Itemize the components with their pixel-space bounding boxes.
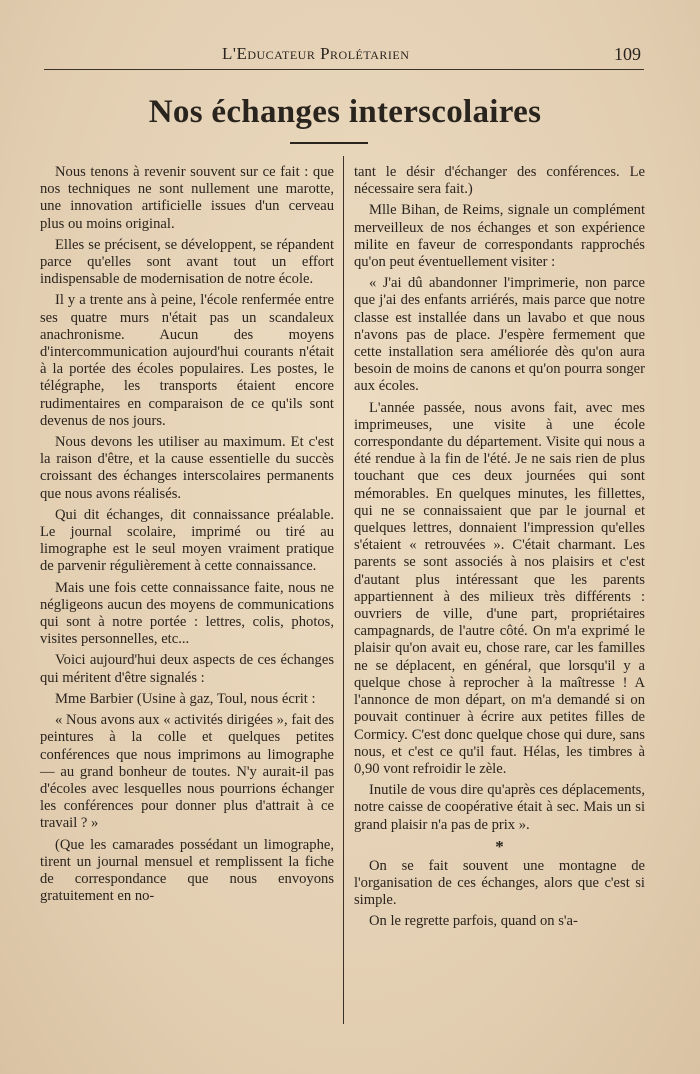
paragraph: Mlle Bihan, de Reims, signale un complément merveilleux de nos échanges et son expérience milite en faveur de correspondants rapprochés qu'on peut éventuellement visiter : — [354, 202, 645, 271]
left-column — [40, 164, 334, 909]
article-title: Nos échanges interscolaires — [148, 94, 542, 130]
right-column — [354, 164, 645, 935]
paragraph: Nous devons les utiliser au maximum. Et c'est la raison d'être, et la cause essentielle du succès croissant des échanges interscolaires permanents que nous avons réalisés. — [40, 434, 334, 502]
paragraph: Qui dit échanges, dit connaissance préalable. Le journal scolaire, imprimé ou tiré au limographe est le seul moyen vraiment pratique de parvenir régulièrement à cette connaissance. — [40, 506, 334, 575]
page-number: 109 — [614, 44, 641, 64]
paragraph-continuation: tant le désir d'échanger des conférences. Le nécessaire sera fait.) — [354, 164, 645, 198]
title-underline — [290, 142, 368, 144]
paragraph: (Que les camarades possédant un limographe, tirent un journal mensuel et remplissent la fiche de correspondance que nous envoyons gratuitement en no- — [40, 836, 334, 905]
column-divider — [343, 156, 344, 1024]
paragraph: Mais une fois cette connaissance faite, nous ne négligeons aucun des moyens de communications qui sont à notre portée : lettres, colis, photos, visites personnelles, etc... — [40, 579, 334, 648]
running-header — [0, 44, 700, 68]
quote-paragraph: « Nous avons aux « activités dirigées », fait des peintures à la colle et quelques petites conférences que nous imprimons au limographe — au grand bonheur de toutes. N'y aurait-il pas d'écoles avec lesquelles nous pourrions échanger les conférences pour donner plus d'attrait à ce travail ? » — [40, 712, 334, 832]
journal-title: L'Educateur Prolétarien — [222, 44, 410, 63]
paragraph: Elles se précisent, se développent, se répandent parce qu'elles sont avant tout un effort indispensable de modernisation de notre école. — [40, 236, 334, 288]
paragraph: Il y a trente ans à peine, l'école renfermée entre ses quatre murs n'était pas un scandaleux anachronisme. Aucun des moyens d'intercommunication aujourd'hui courants n'était à la portée des écoles populaires. Les postes, le télégraphe, les transports étaient encore rudimentaires en comparaison de ce qu'ils sont devenus de nos jours. — [40, 292, 334, 429]
paragraph: Voici aujourd'hui deux aspects de ces échanges qui méritent d'être signalés : — [40, 652, 334, 686]
quote-paragraph: L'année passée, nous avons fait, avec mes imprimeuses, une visite à une école correspondante du département. Visite qui nous a été rendue à la fin de l'été. Je ne sais rien de plus touchant que ces deux journées qui sont mémorables. En quelques minutes, les fillettes, qui ne se connaissaient que par le journal et quelques lettres, donnaient l'impression qu'elles s'étaient « retrouvées ». C'était charmant. Les parents se sont associés à nos plaisirs et c'est d'autant plus intéressant que les parents appartiennent à des milieux très différents : ouvriers de ville, d'une part, propriétaires campagnards, de l'autre côté. On m'a exprimé le plaisir qu'on avait eu, chose rare, car les familles ne se déplacent, en général, que lorsqu'il y a quelque chose à reprocher à la maîtresse ! A l'annonce de mon départ, on m'a demandé si on pouvait continuer à écrire aux petites filles de Cormicy. C'est donc quelque chose qui dure, sans nous, et c'est ce qu'il faut. Hélas, les timbres à 0,90 vont refroidir le zèle. — [354, 399, 645, 777]
paragraph: On le regrette parfois, quand on s'a- — [369, 913, 578, 930]
quote-paragraph: Inutile de vous dire qu'après ces déplacements, notre caisse de coopérative était à sec. Mais un si grand plaisir n'a pas de prix ». — [354, 782, 645, 833]
header-rule — [44, 69, 644, 70]
section-separator: * — [495, 836, 504, 856]
paragraph: Mme Barbier (Usine à gaz, Toul, nous écrit : — [55, 690, 316, 707]
paragraph: Nous tenons à revenir souvent sur ce fait : que nos techniques ne sont nullement une marotte, une innovation artificielle issues d'un cerveau plus ou moins original. — [40, 164, 334, 232]
paragraph: On se fait souvent une montagne de l'organisation de ces échanges, alors que c'est si simple. — [354, 857, 645, 909]
quote-paragraph: « J'ai dû abandonner l'imprimerie, non parce que j'ai des enfants arriérés, mais parce que notre classe est installée dans un lavabo et que nous n'avons pas de place. J'espère fermement que cette installation sera améliorée dès qu'on aura besoin de moins de canons et qu'on pourra songer aux écoles. — [354, 275, 645, 395]
